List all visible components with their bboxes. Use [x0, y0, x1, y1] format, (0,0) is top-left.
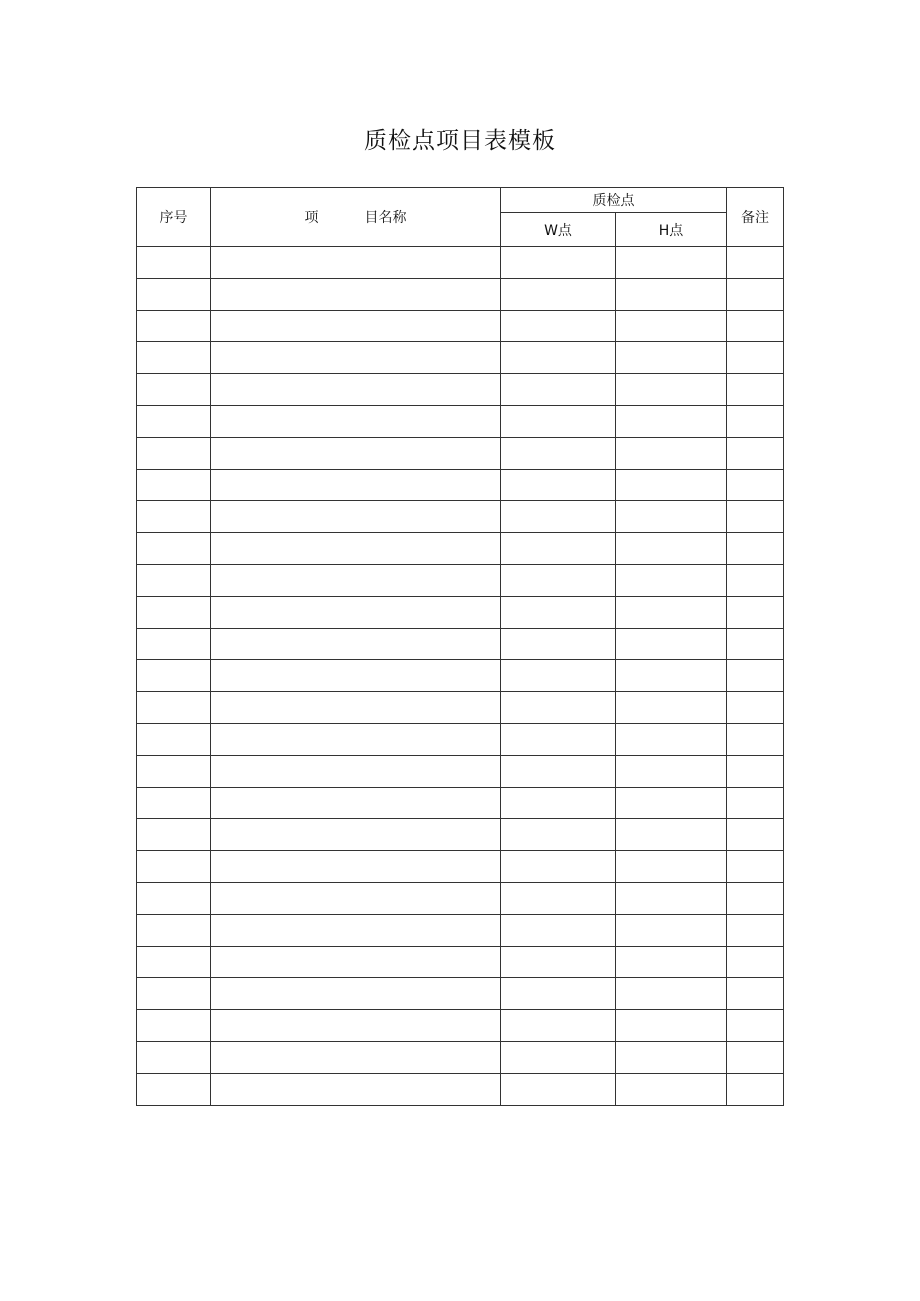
cell-h-point — [616, 564, 727, 596]
cell-w-point — [501, 882, 616, 914]
table-row — [137, 278, 784, 310]
cell-h-point — [616, 596, 727, 628]
cell-seq — [137, 405, 211, 437]
cell-h-point — [616, 1041, 727, 1073]
cell-w-point — [501, 851, 616, 883]
cell-remarks — [727, 882, 784, 914]
table-row — [137, 1073, 784, 1105]
header-item-name-part2: 目名称 — [364, 210, 407, 226]
header-qc-point: 质检点 — [501, 188, 727, 213]
cell-h-point — [616, 660, 727, 692]
table-row — [137, 596, 784, 628]
cell-remarks — [727, 405, 784, 437]
cell-item-name — [211, 469, 501, 501]
cell-remarks — [727, 596, 784, 628]
table-row — [137, 564, 784, 596]
cell-seq — [137, 278, 211, 310]
cell-h-point — [616, 787, 727, 819]
cell-seq — [137, 596, 211, 628]
cell-w-point — [501, 278, 616, 310]
cell-h-point — [616, 819, 727, 851]
cell-h-point — [616, 469, 727, 501]
cell-item-name — [211, 692, 501, 724]
cell-h-point — [616, 723, 727, 755]
table-row — [137, 755, 784, 787]
cell-remarks — [727, 755, 784, 787]
cell-item-name — [211, 374, 501, 406]
header-h-point: H点 — [616, 213, 727, 247]
cell-seq — [137, 342, 211, 374]
cell-seq — [137, 755, 211, 787]
cell-w-point — [501, 787, 616, 819]
table-row — [137, 1041, 784, 1073]
cell-h-point — [616, 278, 727, 310]
table-row — [137, 437, 784, 469]
cell-seq — [137, 660, 211, 692]
cell-remarks — [727, 1073, 784, 1105]
cell-remarks — [727, 1010, 784, 1042]
cell-seq — [137, 978, 211, 1010]
cell-h-point — [616, 405, 727, 437]
cell-w-point — [501, 755, 616, 787]
cell-seq — [137, 1041, 211, 1073]
cell-remarks — [727, 660, 784, 692]
cell-remarks — [727, 819, 784, 851]
cell-item-name — [211, 819, 501, 851]
table-row — [137, 247, 784, 279]
cell-w-point — [501, 533, 616, 565]
table-row — [137, 342, 784, 374]
header-item-name — [211, 188, 501, 247]
header-seq: 序号 — [137, 188, 211, 247]
cell-seq — [137, 437, 211, 469]
cell-seq — [137, 469, 211, 501]
cell-item-name — [211, 723, 501, 755]
cell-seq — [137, 374, 211, 406]
cell-item-name — [211, 278, 501, 310]
cell-h-point — [616, 437, 727, 469]
cell-remarks — [727, 628, 784, 660]
cell-seq — [137, 787, 211, 819]
table-row — [137, 310, 784, 342]
cell-item-name — [211, 914, 501, 946]
header-remarks: 备注 — [727, 188, 784, 247]
cell-w-point — [501, 247, 616, 279]
cell-h-point — [616, 1073, 727, 1105]
cell-item-name — [211, 851, 501, 883]
cell-seq — [137, 1010, 211, 1042]
cell-seq — [137, 946, 211, 978]
cell-remarks — [727, 469, 784, 501]
table-row — [137, 405, 784, 437]
cell-seq — [137, 564, 211, 596]
cell-remarks — [727, 342, 784, 374]
cell-item-name — [211, 501, 501, 533]
cell-remarks — [727, 278, 784, 310]
cell-item-name — [211, 755, 501, 787]
cell-item-name — [211, 946, 501, 978]
cell-item-name — [211, 978, 501, 1010]
cell-item-name — [211, 533, 501, 565]
table-row — [137, 723, 784, 755]
cell-h-point — [616, 882, 727, 914]
cell-w-point — [501, 692, 616, 724]
cell-h-point — [616, 374, 727, 406]
cell-h-point — [616, 946, 727, 978]
cell-w-point — [501, 723, 616, 755]
cell-w-point — [501, 1073, 616, 1105]
cell-remarks — [727, 564, 784, 596]
cell-seq — [137, 533, 211, 565]
page-title: 质检点项目表模板 — [364, 128, 556, 154]
table-row — [137, 851, 784, 883]
cell-item-name — [211, 405, 501, 437]
cell-item-name — [211, 882, 501, 914]
cell-w-point — [501, 978, 616, 1010]
table-header-row — [137, 188, 784, 213]
cell-remarks — [727, 851, 784, 883]
cell-seq — [137, 851, 211, 883]
cell-h-point — [616, 628, 727, 660]
table-row — [137, 374, 784, 406]
table-row — [137, 914, 784, 946]
header-w-point: W点 — [501, 213, 616, 247]
cell-item-name — [211, 787, 501, 819]
cell-item-name — [211, 596, 501, 628]
cell-h-point — [616, 247, 727, 279]
cell-w-point — [501, 628, 616, 660]
cell-h-point — [616, 851, 727, 883]
cell-w-point — [501, 1041, 616, 1073]
cell-remarks — [727, 1041, 784, 1073]
table-row — [137, 533, 784, 565]
cell-w-point — [501, 469, 616, 501]
header-item-name-part1: 项 — [304, 210, 319, 226]
cell-h-point — [616, 533, 727, 565]
table-row — [137, 819, 784, 851]
table-row — [137, 469, 784, 501]
cell-w-point — [501, 564, 616, 596]
cell-seq — [137, 692, 211, 724]
cell-seq — [137, 310, 211, 342]
cell-seq — [137, 723, 211, 755]
cell-h-point — [616, 755, 727, 787]
cell-remarks — [727, 978, 784, 1010]
cell-w-point — [501, 501, 616, 533]
cell-h-point — [616, 342, 727, 374]
cell-seq — [137, 819, 211, 851]
cell-remarks — [727, 946, 784, 978]
cell-w-point — [501, 310, 616, 342]
cell-remarks — [727, 437, 784, 469]
cell-w-point — [501, 914, 616, 946]
cell-seq — [137, 1073, 211, 1105]
cell-h-point — [616, 978, 727, 1010]
cell-w-point — [501, 819, 616, 851]
cell-w-point — [501, 1010, 616, 1042]
table-row — [137, 660, 784, 692]
cell-item-name — [211, 342, 501, 374]
cell-seq — [137, 914, 211, 946]
cell-item-name — [211, 628, 501, 660]
cell-item-name — [211, 564, 501, 596]
table-row — [137, 882, 784, 914]
cell-item-name — [211, 247, 501, 279]
table-row — [137, 946, 784, 978]
cell-remarks — [727, 310, 784, 342]
cell-remarks — [727, 692, 784, 724]
cell-h-point — [616, 692, 727, 724]
table-row — [137, 1010, 784, 1042]
qc-point-table — [136, 187, 784, 1106]
table-row — [137, 692, 784, 724]
table-row — [137, 978, 784, 1010]
cell-seq — [137, 882, 211, 914]
cell-h-point — [616, 1010, 727, 1042]
cell-remarks — [727, 374, 784, 406]
cell-item-name — [211, 660, 501, 692]
cell-remarks — [727, 914, 784, 946]
cell-h-point — [616, 914, 727, 946]
cell-item-name — [211, 437, 501, 469]
cell-w-point — [501, 342, 616, 374]
cell-remarks — [727, 501, 784, 533]
cell-seq — [137, 628, 211, 660]
cell-w-point — [501, 946, 616, 978]
cell-remarks — [727, 723, 784, 755]
cell-h-point — [616, 501, 727, 533]
cell-w-point — [501, 596, 616, 628]
table-body — [137, 247, 784, 1106]
cell-remarks — [727, 787, 784, 819]
cell-item-name — [211, 1073, 501, 1105]
cell-w-point — [501, 374, 616, 406]
cell-item-name — [211, 1041, 501, 1073]
table-row — [137, 787, 784, 819]
table-row — [137, 501, 784, 533]
cell-seq — [137, 501, 211, 533]
cell-item-name — [211, 1010, 501, 1042]
cell-w-point — [501, 437, 616, 469]
cell-remarks — [727, 533, 784, 565]
cell-h-point — [616, 310, 727, 342]
cell-item-name — [211, 310, 501, 342]
cell-w-point — [501, 660, 616, 692]
cell-remarks — [727, 247, 784, 279]
cell-w-point — [501, 405, 616, 437]
cell-seq — [137, 247, 211, 279]
table-row — [137, 628, 784, 660]
